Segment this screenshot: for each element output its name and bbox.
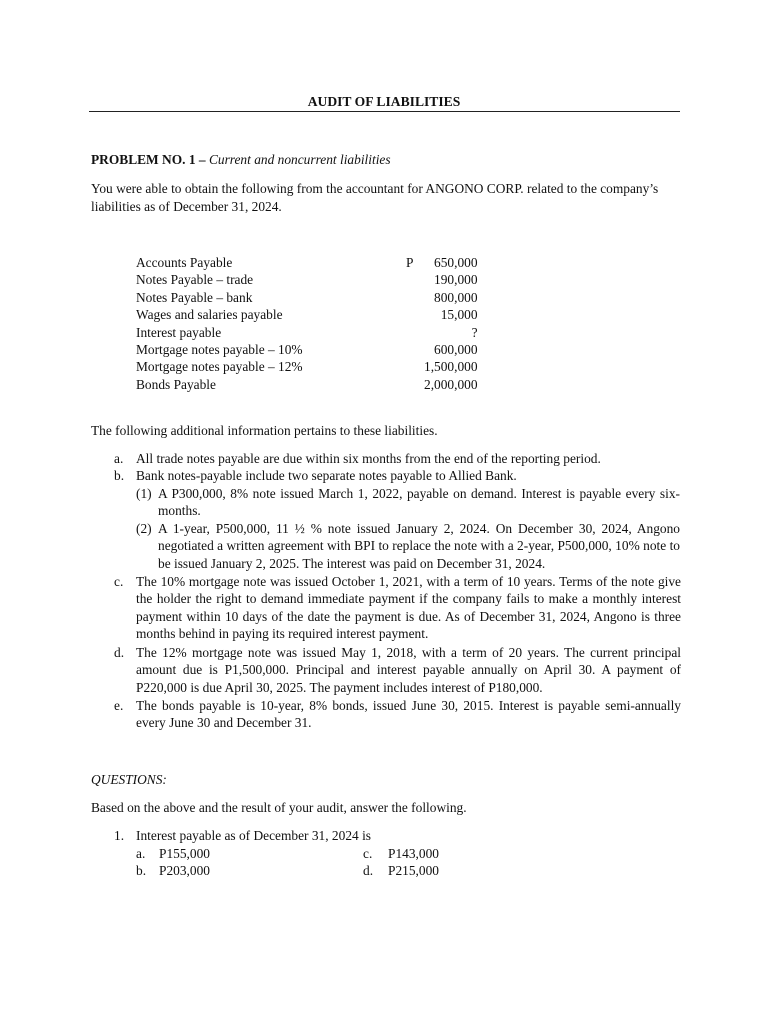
liability-amount: 800,000 xyxy=(434,289,478,305)
questions-intro: Based on the above and the result of your audit, answer the following. xyxy=(91,800,467,815)
liability-currency xyxy=(406,306,424,323)
title-underline xyxy=(89,111,680,112)
liability-name: Notes Payable – bank xyxy=(136,289,253,305)
info-a-marker: a. xyxy=(114,451,124,466)
liability-currency xyxy=(406,271,424,288)
liability-currency xyxy=(406,289,424,306)
liability-amount: 15,000 xyxy=(440,307,478,323)
info-c-marker: c. xyxy=(114,574,124,589)
choice-a-marker: a. xyxy=(136,846,146,861)
questions-heading: QUESTIONS: xyxy=(91,772,167,787)
choice-b-marker: b. xyxy=(136,863,147,878)
liability-amount: ? xyxy=(471,324,478,340)
liability-currency xyxy=(406,376,424,393)
info-b1-marker: (1) xyxy=(136,486,152,501)
info-b1-text: A P300,000, 8% note issued March 1, 2022, payable on demand. Interest is payable every six-months. xyxy=(158,486,680,519)
problem-subtitle: Current and noncurrent liabilities xyxy=(208,152,391,167)
liability-currency: P xyxy=(406,255,414,270)
liability-name: Interest payable xyxy=(136,324,222,340)
liability-name: Notes Payable – trade xyxy=(136,272,254,288)
info-e-marker: e. xyxy=(114,698,124,713)
liability-row xyxy=(136,254,478,271)
document-title: AUDIT OF LIABILITIES xyxy=(307,94,461,109)
info-b2-marker: (2) xyxy=(136,521,152,536)
liability-row xyxy=(136,358,478,375)
problem-heading xyxy=(91,151,391,168)
liability-row xyxy=(136,271,478,288)
liability-name: Bonds Payable xyxy=(136,376,216,392)
problem-label: PROBLEM NO. 1 – xyxy=(91,152,206,167)
info-d-text: The 12% mortgage note was issued May 1, 2018, with a term of 20 years. The current principal amount due is P1,500,000. Principal and interest payable annually on April 30. A payment of P220,000 is due April 30, 2025. The payment includes interest of P180,000. xyxy=(136,645,681,695)
liability-name: Mortgage notes payable – 10% xyxy=(136,342,303,358)
choice-b-text: P203,000 xyxy=(159,863,210,878)
choice-c-text: P143,000 xyxy=(388,846,439,861)
question-1-number: 1. xyxy=(114,828,125,843)
liability-amount: 1,500,000 xyxy=(424,359,478,375)
liability-amount: 2,000,000 xyxy=(424,376,478,392)
liability-currency xyxy=(406,341,424,358)
liabilities-table-body xyxy=(136,254,478,393)
info-c-text: The 10% mortgage note was issued October 1, 2021, with a term of 10 years. Terms of the note give the holder the right to demand immediate payment if the company fails to make a monthly interest payment within 10 days of the date the payment is due. As of December 31, 2024, Angono is three months behind in paying its required interest payment. xyxy=(136,574,681,642)
info-d-marker: d. xyxy=(114,645,125,660)
liability-row xyxy=(136,324,478,341)
liability-currency xyxy=(406,358,424,375)
info-e-text: The bonds payable is 10-year, 8% bonds, issued June 30, 2015. Interest is payable semi-annually every June 30 and December 31. xyxy=(136,698,681,731)
liabilities-table xyxy=(136,254,478,393)
liability-name: Accounts Payable xyxy=(136,255,233,270)
choice-d-text: P215,000 xyxy=(388,863,439,878)
liability-row xyxy=(136,306,478,323)
liability-row xyxy=(136,289,478,306)
liability-name: Wages and salaries payable xyxy=(136,307,283,323)
question-1-text: Interest payable as of December 31, 2024 is xyxy=(136,828,371,843)
info-b-text: Bank notes-payable include two separate notes payable to Allied Bank. xyxy=(136,468,517,483)
liability-currency xyxy=(406,324,424,341)
liability-amount: 190,000 xyxy=(434,272,478,288)
info-a-text: All trade notes payable are due within six months from the end of the reporting period. xyxy=(136,451,601,466)
liability-amount: 650,000 xyxy=(434,255,478,270)
problem-intro: You were able to obtain the following from the accountant for ANGONO CORP. related to the company’s liabilities as of December 31, 2024. xyxy=(91,181,659,214)
liability-name: Mortgage notes payable – 12% xyxy=(136,359,303,375)
additional-info-intro: The following additional information pertains to these liabilities. xyxy=(91,423,438,438)
liability-row xyxy=(136,376,478,393)
choice-c-marker: c. xyxy=(363,846,373,861)
choice-a-text: P155,000 xyxy=(159,846,210,861)
choice-d-marker: d. xyxy=(363,863,374,878)
liability-row xyxy=(136,341,478,358)
info-b-marker: b. xyxy=(114,468,125,483)
info-b2-text: A 1-year, P500,000, 11 ½ % note issued January 2, 2024. On December 30, 2024, Angono negotiated a written agreement with BPI to replace the note with a 2-year, P500,000, 10% note to be issued January 2, 2025. The interest was paid on December 31, 2024. xyxy=(158,521,680,571)
liability-amount: 600,000 xyxy=(434,342,478,358)
